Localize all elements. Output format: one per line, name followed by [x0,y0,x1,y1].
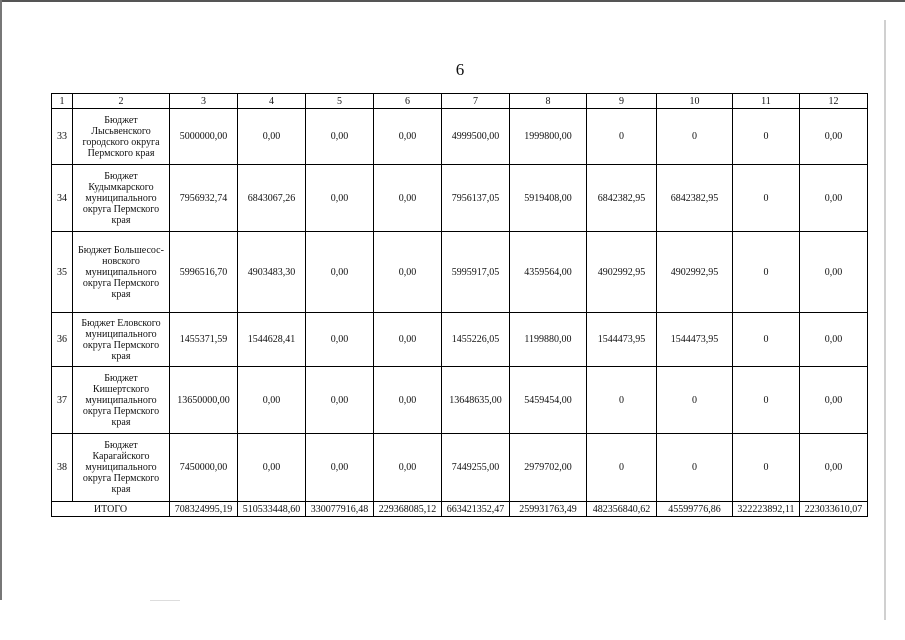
row-number: 33 [52,109,73,165]
total-label: ИТОГО [52,502,170,517]
table-cell: 0 [733,367,800,434]
table-cell: 13648635,00 [442,367,510,434]
table-cell: 5995917,05 [442,232,510,313]
table-cell: 7956137,05 [442,165,510,232]
budget-name: Бюджет Карагайского муниципального округа Пермского края [73,434,170,502]
table-cell: 1455371,59 [170,313,238,367]
table-cell: 0 [587,434,657,502]
table-cell: 0 [733,434,800,502]
table-row [52,165,868,232]
table-cell: 0,00 [800,313,868,367]
row-number: 34 [52,165,73,232]
total-cell: 259931763,49 [510,502,587,517]
table-cell: 6842382,95 [657,165,733,232]
table-cell: 1544628,41 [238,313,306,367]
total-cell: 330077916,48 [306,502,374,517]
table-cell: 7449255,00 [442,434,510,502]
table-row [52,232,868,313]
total-cell: 45599776,86 [657,502,733,517]
total-cell: 663421352,47 [442,502,510,517]
total-row [52,502,868,517]
table-cell: 0,00 [800,367,868,434]
table-row [52,109,868,165]
row-number: 36 [52,313,73,367]
table-cell: 5459454,00 [510,367,587,434]
column-header: 6 [374,94,442,109]
table-cell: 0,00 [374,434,442,502]
table-cell: 4902992,95 [587,232,657,313]
scan-border-right [884,20,886,620]
table-cell: 0,00 [306,313,374,367]
table-cell: 6843067,26 [238,165,306,232]
table-cell: 0,00 [306,109,374,165]
total-cell: 510533448,60 [238,502,306,517]
scan-border-top [0,0,905,2]
page-number: 6 [455,60,465,79]
table-cell: 0,00 [800,434,868,502]
table-cell: 4359564,00 [510,232,587,313]
table-cell: 0,00 [374,313,442,367]
table-cell: 0,00 [238,109,306,165]
table-cell: 0 [657,434,733,502]
row-number: 38 [52,434,73,502]
table-cell: 4903483,30 [238,232,306,313]
table-cell: 5996516,70 [170,232,238,313]
table-row [52,367,868,434]
table-cell: 0,00 [306,232,374,313]
table-cell: 0 [587,367,657,434]
table-cell: 1544473,95 [587,313,657,367]
column-header: 1 [52,94,73,109]
column-header: 10 [657,94,733,109]
table-cell: 2979702,00 [510,434,587,502]
column-header: 3 [170,94,238,109]
table-cell: 0,00 [374,367,442,434]
table-cell: 0,00 [238,434,306,502]
table-cell: 0 [657,109,733,165]
column-header: 11 [733,94,800,109]
budget-name: Бюджет Лысьвенского городского округа Пермского края [73,109,170,165]
table-cell: 0,00 [800,165,868,232]
column-header: 8 [510,94,587,109]
total-cell: 223033610,07 [800,502,868,517]
total-cell: 708324995,19 [170,502,238,517]
table-cell: 0,00 [238,367,306,434]
budget-name: Бюджет Кудымкарского муниципального округа Пермского края [73,165,170,232]
table-cell: 0,00 [800,109,868,165]
total-cell: 322223892,11 [733,502,800,517]
column-header: 12 [800,94,868,109]
table-cell: 0 [733,313,800,367]
table-cell: 0,00 [374,165,442,232]
table-cell: 0,00 [306,434,374,502]
table-header-row [52,94,868,109]
table-cell: 0 [733,165,800,232]
table-cell: 13650000,00 [170,367,238,434]
table-cell: 7956932,74 [170,165,238,232]
budget-name: Бюджет Еловского муниципального округа Пермского края [73,313,170,367]
budget-name: Бюджет Кишертского муниципального округа Пермского края [73,367,170,434]
row-number: 35 [52,232,73,313]
table-cell: 0 [733,109,800,165]
table-cell: 7450000,00 [170,434,238,502]
column-header: 4 [238,94,306,109]
table-cell: 6842382,95 [587,165,657,232]
column-header: 9 [587,94,657,109]
table-cell: 5000000,00 [170,109,238,165]
table-cell: 0,00 [374,232,442,313]
budget-name: Бюджет Большесос-новского муниципального округа Пермского края [73,232,170,313]
table-cell: 0,00 [306,165,374,232]
column-header: 7 [442,94,510,109]
table-cell: 0,00 [306,367,374,434]
total-cell: 229368085,12 [374,502,442,517]
table-cell: 1544473,95 [657,313,733,367]
table-cell: 4902992,95 [657,232,733,313]
scan-border-left [0,0,2,600]
table-cell: 4999500,00 [442,109,510,165]
table-cell: 5919408,00 [510,165,587,232]
table-row [52,434,868,502]
total-cell: 482356840,62 [587,502,657,517]
table-cell: 1455226,05 [442,313,510,367]
table-cell: 0 [733,232,800,313]
row-number: 37 [52,367,73,434]
column-header: 2 [73,94,170,109]
table-cell: 1199880,00 [510,313,587,367]
scan-artifact [150,600,180,601]
table-cell: 0,00 [374,109,442,165]
budget-table [51,93,868,517]
column-header: 5 [306,94,374,109]
table-row [52,313,868,367]
table-cell: 0 [657,367,733,434]
table-cell: 0,00 [800,232,868,313]
table-cell: 0 [587,109,657,165]
table-cell: 1999800,00 [510,109,587,165]
